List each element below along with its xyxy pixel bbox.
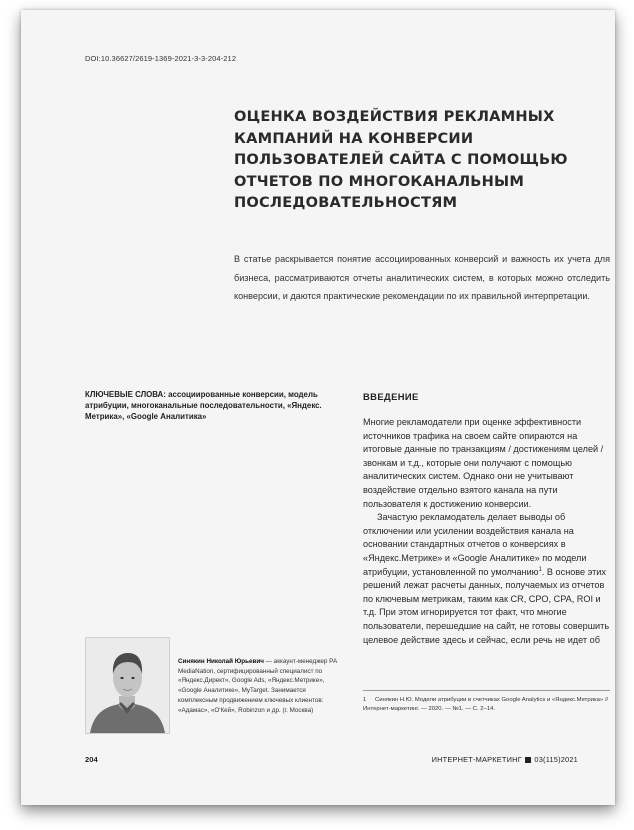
body-paragraph-2 [363, 511, 610, 647]
journal-name: ИНТЕРНЕТ-МАРКЕТИНГ [431, 755, 522, 764]
journal-issue: 03(115)2021 [534, 755, 578, 764]
body-paragraph-2-start: Зачастую рекламодатель делает выводы об отключении или усилении воздействия канала на основании стандартных отчетов о конверсиях в «Яндекс.Метрике» и «Google Аналитике» по модели атрибуции, установленной по умолчанию [363, 512, 587, 577]
footnote-number: 1 [363, 697, 367, 703]
author-name: Синякин Николай Юрьевич [178, 658, 264, 665]
footnote-reference[interactable]: 1 [538, 566, 542, 573]
keywords: КЛЮЧЕВЫЕ СЛОВА: ассоциированные конверсии, модель атрибуции, многоканальные последовательности, «Яндекс. Метрика», «Google Аналитика» [85, 390, 322, 421]
body-paragraph-1: Многие рекламодатели при оценке эффективности источников трафика на своем сайте опираются на итоговые данные по транзакциям / достижениям целей / звонкам и т.д., которые они получают с помощью аналитических систем. Однако они не учитывают воздействие отдельно взятого канала на пути пользователя к достижению конверсии. [363, 417, 604, 509]
body-column [363, 416, 610, 647]
square-separator-icon [525, 757, 531, 763]
footnote-text: Синякин Н.Ю. Модели атрибуции в счетчиках Google Analytics и «Яндекс.Метрика» // Интернет-маркетинг. — 2020. — №1. — С. 2–14. [363, 697, 609, 713]
author-portrait-image [86, 638, 169, 733]
author-photo [85, 637, 170, 734]
section-heading: ВВЕДЕНИЕ [363, 391, 419, 402]
author-info [178, 657, 338, 715]
journal-page [21, 10, 615, 805]
page-number: 204 [85, 755, 98, 764]
body-paragraph-2-end: . В основе этих решений лежат расчеты данных, получаемых из отчетов по ключевым метрикам, таким как CR, CPO, CPA, ROI и т.д. При этом игнорируется тот факт, что многие пользователи, перешедшие на сайт, не готовы совершить целевое действие здесь и сейчас, если речь не идет об [363, 566, 610, 645]
journal-footer [432, 755, 578, 764]
footnote-divider [363, 690, 610, 691]
abstract: В статье раскрывается понятие ассоциированных конверсий и важность их учета для бизнеса, рассматриваются отчеты аналитических систем, в которых можно отследить конверсии, и даются практические рекомендации по их правильной интерпретации. [234, 254, 610, 301]
author-bio: — аккаунт-менеджер РА MediaNation, сертифицированный специалист по «Яндекс.Директ», Google Ads, «Яндекс.Метрике», «Google Аналитике», MyTarget. Занимается комплексным продвижением ключевых клиентов: «Адамас», «О'Кей», Robinzon и др. (г. Москва) [178, 658, 338, 714]
article-title: ОЦЕНКА ВОЗДЕЙСТВИЯ РЕКЛАМНЫХ КАМПАНИЙ НА КОНВЕРСИИ ПОЛЬЗОВАТЕЛЕЙ САЙТА С ПОМОЩЬЮ ОТЧЕТОВ ПО МНОГОКАНАЛЬНЫМ ПОСЛЕДОВАТЕЛЬНОСТЯМ [234, 108, 568, 211]
doi-line: DOI:10.36627/2619-1369-2021-3-3-204-212 [85, 54, 237, 63]
footnote [363, 696, 610, 715]
